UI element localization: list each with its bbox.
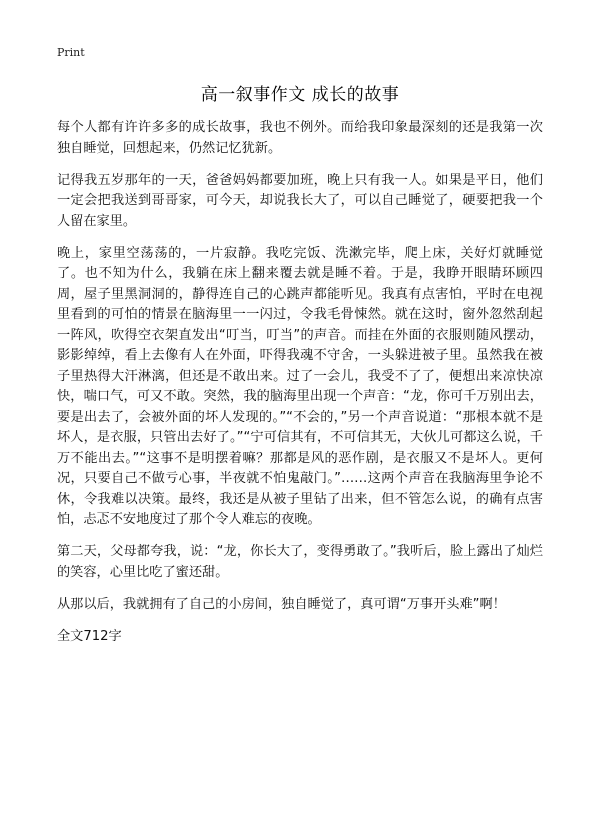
word-count: 全文712字 [57, 628, 122, 644]
page-title: 高一叙事作文 成长的故事 [200, 85, 400, 105]
article-body [57, 118, 543, 647]
paragraph-night: 晚上，家里空荡荡的，一片寂静。我吃完饭、洗漱完毕，爬上床，关好灯就睡觉了。也不知为什么，我躺在床上翻来覆去就是睡不着。于是，我睁开眼睛环顾四周，屋子里黑洞洞的，静得连自己的心跳声都能听见。我真有点害怕，平时在电视里看到的可怕的情景在脑海里一一闪过，令我毛骨悚然。就在这时，窗外忽然刮起一阵风，吹得空衣架直发出“叮当，叮当”的声音。而挂在外面的衣服则随风摆动，影影绰绰，看上去像有人在外面，吓得我魂不守舍，一头躲进被子里。虽然我在被子里热得大汗淋漓，但还是不敢出来。过了一会儿，我受不了了，便想出来凉快凉快，喘口气，可又不敢。突然，我的脑海里出现一个声音：“龙，你可千万别出去，要是出去了，会被外面的坏人发现的。”“不会的，”另一个声音说道：“那根本就不是坏人，是衣服，只管出去好了。”“宁可信其有，不可信其无，大伙儿可都这么说，千万不能出去。”“这事不是明摆着嘛？那都是风的恶作剧，是衣服又不是坏人。更何况，只要自己不做亏心事，半夜就不怕鬼敲门。”……这两个声音在我脑海里争论不休，令我难以决策。最终，我还是从被子里钻了出来，但不管怎么说，的确有点害怕，忐忑不安地度过了那个令人难忘的夜晚。 [57, 245, 543, 528]
paragraph-next-day: 第二天，父母都夸我，说：“龙，你长大了，变得勇敢了。”我听后，脸上露出了灿烂的笑容，心里比吃了蜜还甜。 [57, 544, 543, 580]
paragraph-intro: 每个人都有许许多多的成长故事，我也不例外。而给我印象最深刻的还是我第一次独自睡觉，回想起来，仍然记忆犹新。 [57, 120, 543, 156]
paragraph-conclusion: 从那以后，我就拥有了自己的小房间，独自睡觉了，真可谓“万事开头难”啊！ [57, 596, 506, 612]
print-link[interactable]: Print [57, 46, 85, 59]
paragraph-background: 记得我五岁那年的一天，爸爸妈妈都要加班，晚上只有我一人。如果是平日，他们一定会把我送到哥哥家，可今天，却说我长大了，可以自己睡觉了，硬要把我一个人留在家里。 [57, 172, 543, 229]
